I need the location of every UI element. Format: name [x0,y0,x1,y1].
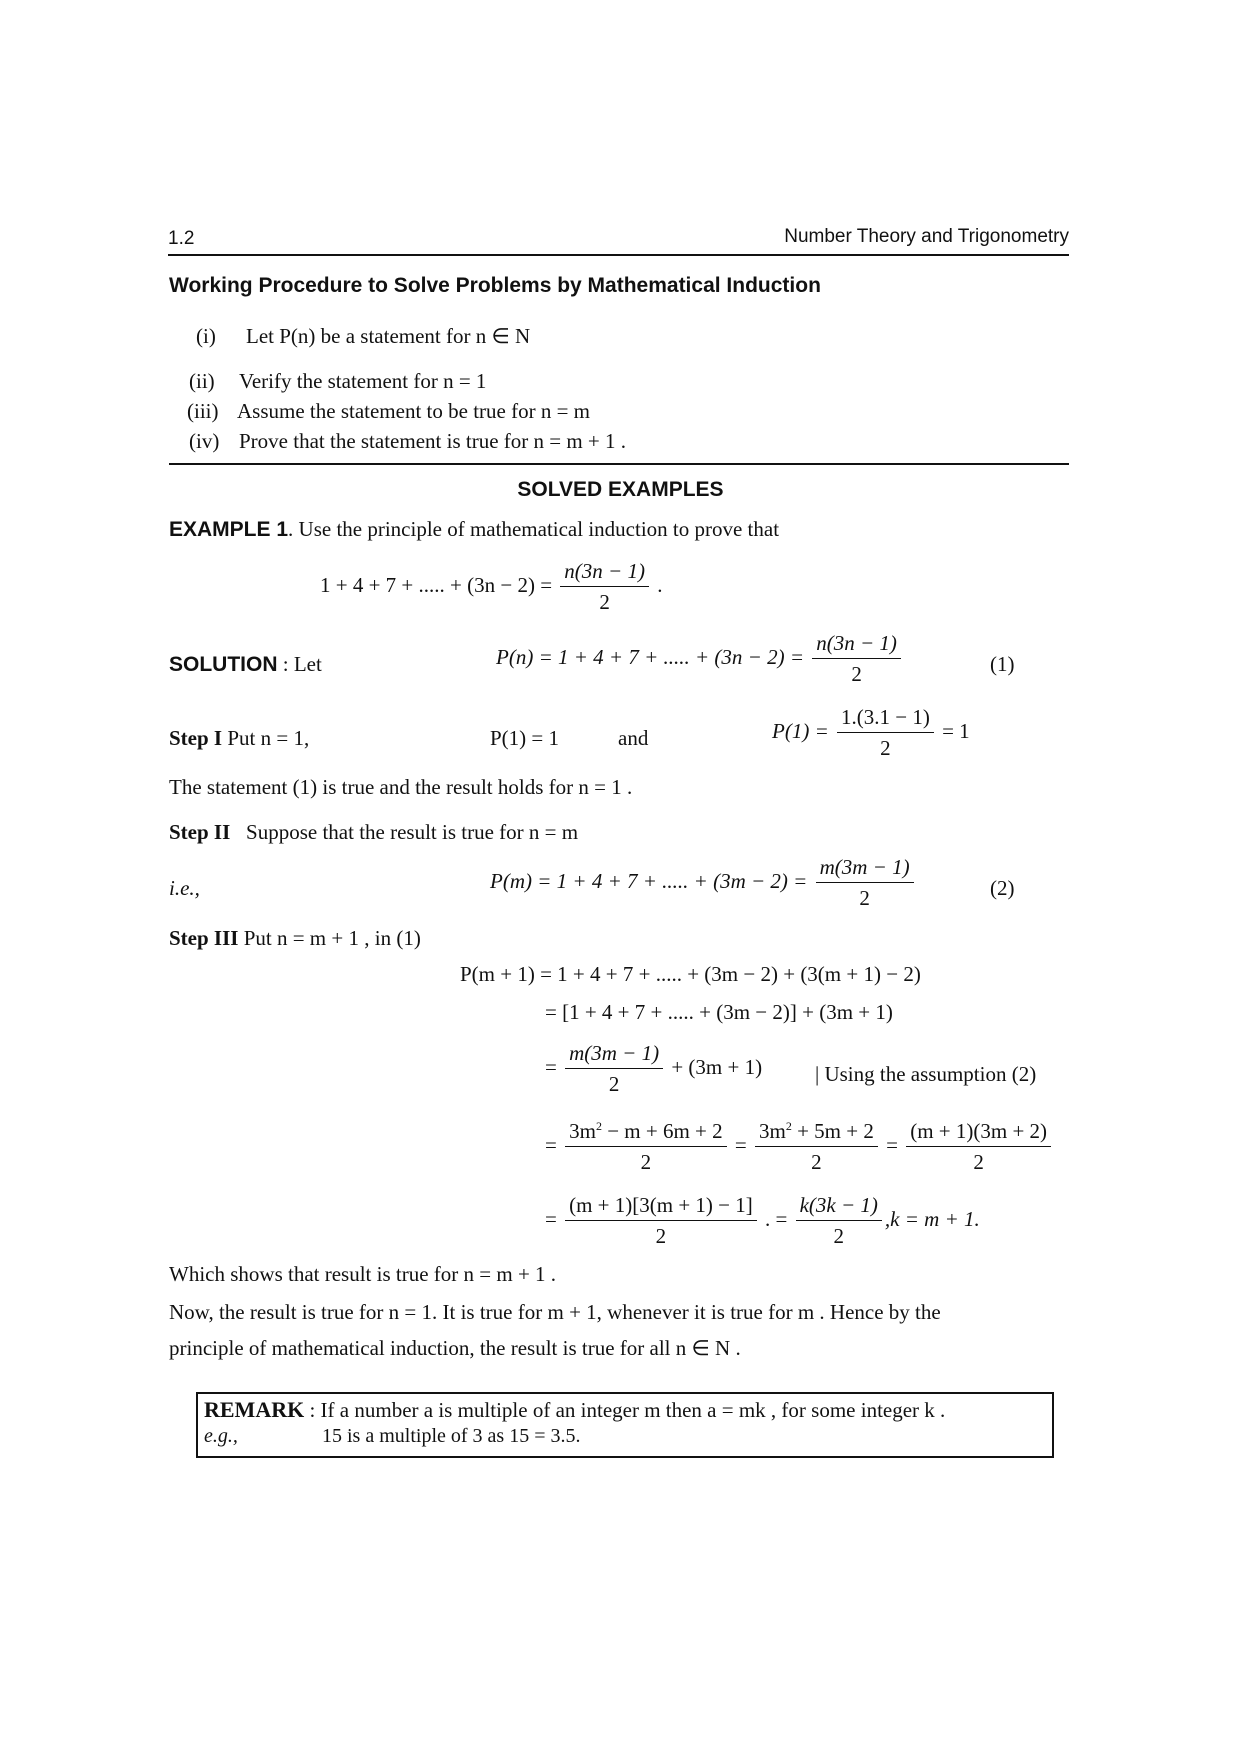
remark-text: : If a number a is multiple of an integer m then a = mk , for some integer k . [304,1398,946,1422]
denominator: 2 [608,1072,620,1097]
remark-line-1 [204,1397,945,1423]
running-header-title: Number Theory and Trigonometry [784,226,1069,247]
fraction [565,1120,727,1174]
procedure-title: Working Procedure to Solve Problems by Mathematical Induction [169,274,821,297]
equation-lhs: P(n) = 1 + 4 + 7 + ..... + (3n − 2) = [496,644,804,669]
denominator: 2 [973,1150,984,1175]
equation-number-1: (1) [990,652,1015,676]
step-text: Let P(n) be a statement for n ∈ N [246,324,531,348]
equation-2 [490,856,917,910]
equals: = [734,1132,747,1157]
fraction [565,1042,663,1096]
numerator: m(3m − 1) [565,1042,663,1069]
conclusion-line-1: Which shows that result is true for n = m + 1 . [169,1262,557,1286]
fraction [837,706,934,760]
solution-intro: : Let [277,652,322,676]
equation-tail: = 1 [942,718,970,743]
step-1-right [772,706,970,760]
numerator: $3m^2 + 5m + 2$ [755,1120,878,1147]
example-label: EXAMPLE 1 [169,518,289,541]
denominator: 2 [880,736,891,761]
eg-text: 15 is a multiple of 3 as 15 = 3.5. [322,1425,581,1447]
remark-label: REMARK [204,1397,305,1422]
step-1 [169,726,309,751]
step-3-line-1: P(m + 1) = 1 + 4 + 7 + ..... + (3m − 2) + (3(m + 1) − 2) [460,962,921,986]
step-label: (iii) [187,399,219,423]
numerator: n(3n − 1) [560,560,649,587]
step-3-text: Put n = m + 1 , in (1) [238,926,421,950]
separator: . [765,1206,771,1231]
denominator: 2 [640,1150,652,1175]
numerator: k(3k − 1) [796,1194,882,1221]
procedure-step [187,399,590,424]
conclusion-line-2: Now, the result is true for n = 1. It is true for m + 1, whenever it is true for m . Hence by the [169,1300,941,1324]
section-divider [169,463,1069,465]
step-2-text: Suppose that the result is true for n = m [246,820,579,844]
step-1-and: and [618,726,649,750]
numerator: 1.(3.1 − 1) [837,706,934,733]
step-text: Assume the statement to be true for n = m [237,399,591,423]
example-text: . Use the principle of mathematical induction to prove that [288,517,780,541]
denominator: 2 [811,1150,822,1175]
procedure-step [189,429,626,454]
equals: = [545,1206,557,1231]
numerator: n(3n − 1) [812,632,901,659]
equation-lhs: 1 + 4 + 7 + ..... + (3n − 2) = [320,572,553,597]
ie-label: i.e., [169,876,200,900]
remark-line-2 [204,1425,580,1448]
fraction [565,1194,757,1248]
numerator: m(3m − 1) [816,856,914,883]
denominator: 2 [833,1224,845,1249]
example-statement [169,517,779,542]
step-3-line-2: = [1 + 4 + 7 + ..... + (3m − 2)] + (3m + 1) [545,1000,893,1024]
page-number: 1.2 [168,228,195,249]
step-2-label: Step II [169,820,231,844]
step-1-label: Step I [169,726,223,750]
denominator: 2 [859,886,870,911]
equation-tail: . [657,572,663,597]
procedure-step [189,369,486,394]
step-3-line-5 [545,1194,980,1248]
equation-number-2: (2) [990,876,1015,900]
step-label: (ii) [189,369,215,393]
solution-label: SOLUTION [169,653,278,676]
numerator: $3m^2 - m + 6m + 2$ [565,1120,727,1147]
step-1-left: P(1) = 1 [490,726,560,750]
fraction [906,1120,1051,1174]
section-heading: SOLVED EXAMPLES [517,478,724,501]
claim-equation [320,560,662,614]
solution-heading [169,652,322,677]
step-text: Verify the statement for n = 1 [239,369,487,393]
equation-lhs: P(m) = 1 + 4 + 7 + ..... + (3m − 2) = [490,868,808,893]
fraction [812,632,901,686]
header-rule [168,254,1069,256]
step-3-line-3 [545,1042,762,1096]
step-1-text: Put n = 1, [222,726,310,750]
step-label: (iv) [189,429,220,453]
step-label: (i) [196,324,216,348]
procedure-step [196,324,530,349]
step-3-line-4 [545,1120,1054,1174]
equation-tail: ,k = m + 1. [884,1206,980,1231]
step-1-conclusion: The statement (1) is true and the result holds for n = 1 . [169,775,633,799]
step-3 [169,926,421,951]
step-3-label: Step III [169,926,239,950]
assumption-note: | Using the assumption (2) [815,1062,1037,1086]
equation-1 [496,632,904,686]
eg-label: e.g., [204,1425,238,1447]
fraction [755,1120,878,1174]
equals: = [545,1132,557,1157]
denominator: 2 [655,1224,667,1249]
equation-lhs: P(1) = [772,718,829,743]
conclusion-line-3: principle of mathematical induction, the result is true for all n ∈ N . [169,1336,741,1360]
equals: = [886,1132,898,1157]
numerator: (m + 1)[3(m + 1) − 1] [565,1194,757,1221]
denominator: 2 [851,662,862,687]
equals: = [545,1054,557,1079]
fraction [796,1194,882,1248]
denominator: 2 [599,590,610,615]
numerator: (m + 1)(3m + 2) [906,1120,1051,1147]
equation-tail: + (3m + 1) [671,1054,763,1079]
equals: = [775,1206,788,1231]
fraction [560,560,649,614]
step-text: Prove that the statement is true for n = m + 1 . [239,429,627,453]
step-2 [169,820,578,845]
fraction [816,856,914,910]
